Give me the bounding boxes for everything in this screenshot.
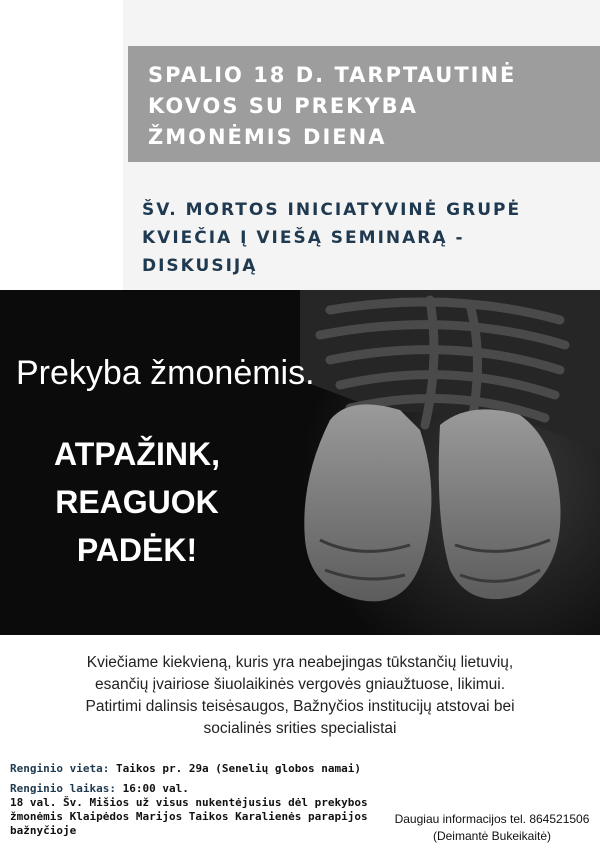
left-white-strip — [0, 0, 123, 290]
mass-line: žmonėmis Klaipėdos Marijos Taikos Karalienės parapijos — [10, 810, 368, 823]
contact-phone: Daugiau informacijos tel. 864521506 — [394, 812, 590, 826]
invitation-line: ŠV. MORTOS INICIATYVINĖ GRUPĖ — [142, 200, 522, 220]
banner-line: KOVOS SU PREKYBA — [148, 94, 418, 118]
call-to-action — [37, 430, 237, 574]
venue-info — [10, 762, 361, 775]
invitation-line: KVIEČIA Į VIEŠĄ SEMINARĄ - — [142, 228, 465, 248]
description-line: esančių įvairiose šiuolaikinės vergovės gniaužtuose, likimui. — [94, 676, 506, 693]
time-label: Renginio laikas: — [10, 782, 116, 795]
mass-line: bažnyčioje — [10, 824, 77, 837]
description-line: Patirtimi dalinsis teisėsaugos, Bažnyčios institucijų atstovai bei — [85, 698, 515, 715]
description-paragraph — [10, 652, 590, 740]
banner-line: SPALIO 18 D. TARPTAUTINĖ — [148, 63, 517, 87]
time-info — [10, 782, 368, 838]
description-line: socialinės srities specialistai — [203, 720, 397, 737]
contact-person: (Deimantė Bukeikaitė) — [432, 829, 552, 843]
invitation-line: DISKUSIJĄ — [142, 256, 258, 276]
description-line: Kviečiame kiekvieną, kuris yra neabejingas tūkstančių lietuvių, — [86, 654, 514, 671]
headline: Prekyba žmonėmis. — [16, 354, 315, 392]
invitation-heading — [142, 196, 592, 280]
venue-value: Taikos pr. 29a (Senelių globos namai) — [115, 762, 362, 775]
cta-line: REAGUOK — [55, 484, 219, 520]
event-banner — [128, 46, 600, 162]
banner-line: ŽMONĖMIS DIENA — [148, 125, 387, 149]
hero-photo — [0, 290, 600, 635]
mass-line: 18 val. Šv. Mišios už visus nukentėjusius dėl prekybos — [10, 796, 368, 809]
time-value: 16:00 val. — [122, 782, 189, 795]
cta-line: PADĖK! — [76, 532, 198, 568]
venue-label: Renginio vieta: — [10, 762, 110, 775]
contact-info — [392, 811, 592, 845]
cta-line: ATPAŽINK, — [54, 436, 220, 472]
